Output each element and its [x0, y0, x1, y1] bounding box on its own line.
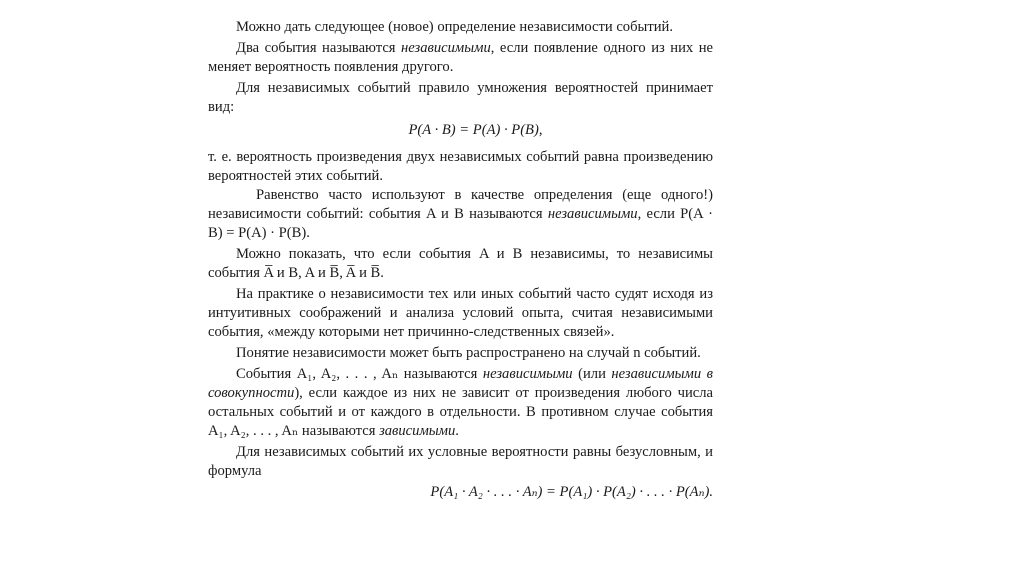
- text-fragment: , если появление одного из них не меняет вероятность появления другого.: [208, 40, 713, 75]
- paragraph-complement-independence: Можно показать, что если события A и B независимы, то независимы события A̅ и B, A и B̅, A̅ и B̅.: [208, 246, 713, 281]
- paragraph-equality-definition: [208, 186, 713, 243]
- document-page: [208, 18, 713, 502]
- paragraph-product-explanation: т. е. вероятность произведения двух независимых событий равна произведению вероятностей этих событий.: [208, 149, 713, 184]
- term-mutually-independent: независимыми в совокупности: [208, 366, 714, 401]
- term-independent: независимыми: [547, 206, 638, 222]
- paragraph-practice: На практике о независимости тех или иных событий часто судят исходя из интуитивных соображений и анализа условий опыта, считая независимыми события, «между которыми нет причинно-следственных связей».: [208, 286, 713, 340]
- formula-product-two-events: P(A · B) = P(A) · P(B),: [408, 122, 543, 138]
- paragraph-n-events: Понятие независимости может быть распространено на случай n событий.: [236, 345, 701, 361]
- text-fragment: ), если каждое из них не зависит от произведения любого числа остальных событий и от каждого в отдельности. В противном случае события A₁, A₂, . . . , Aₙ называются: [208, 385, 713, 439]
- term-independent: независимыми: [401, 40, 491, 56]
- paragraph-definition-intro: Можно дать следующее (новое) определение независимости событий.: [236, 19, 673, 35]
- term-independent: независимыми: [482, 366, 573, 382]
- text-fragment: Два события называются: [236, 40, 402, 56]
- text-fragment: События A₁, A₂, . . . , Aₙ называются: [236, 366, 483, 382]
- paragraph-independent-definition: [208, 39, 713, 77]
- paragraph-conditional-probabilities: Для независимых событий их условные вероятности равны безусловным, и формула: [208, 444, 713, 479]
- text-fragment: , если P(A · B) = P(A) · P(B).: [208, 206, 713, 241]
- paragraph-mutual-independence: [208, 365, 713, 441]
- text-fragment: .: [455, 423, 459, 439]
- formula-product-n-events: P(A₁ · A₂ · . . . · Aₙ) = P(A₁) · P(A₂) · . . . · P(Aₙ).: [430, 484, 713, 500]
- text-fragment: Равенство часто используют в качестве определения (еще одного!) независимости событий: события A и B называются: [208, 187, 713, 222]
- paragraph-multiplication-rule: Для независимых событий правило умножения вероятностей принимает вид:: [208, 80, 713, 115]
- text-fragment: (или: [572, 366, 612, 382]
- term-dependent: зависимыми: [379, 423, 456, 439]
